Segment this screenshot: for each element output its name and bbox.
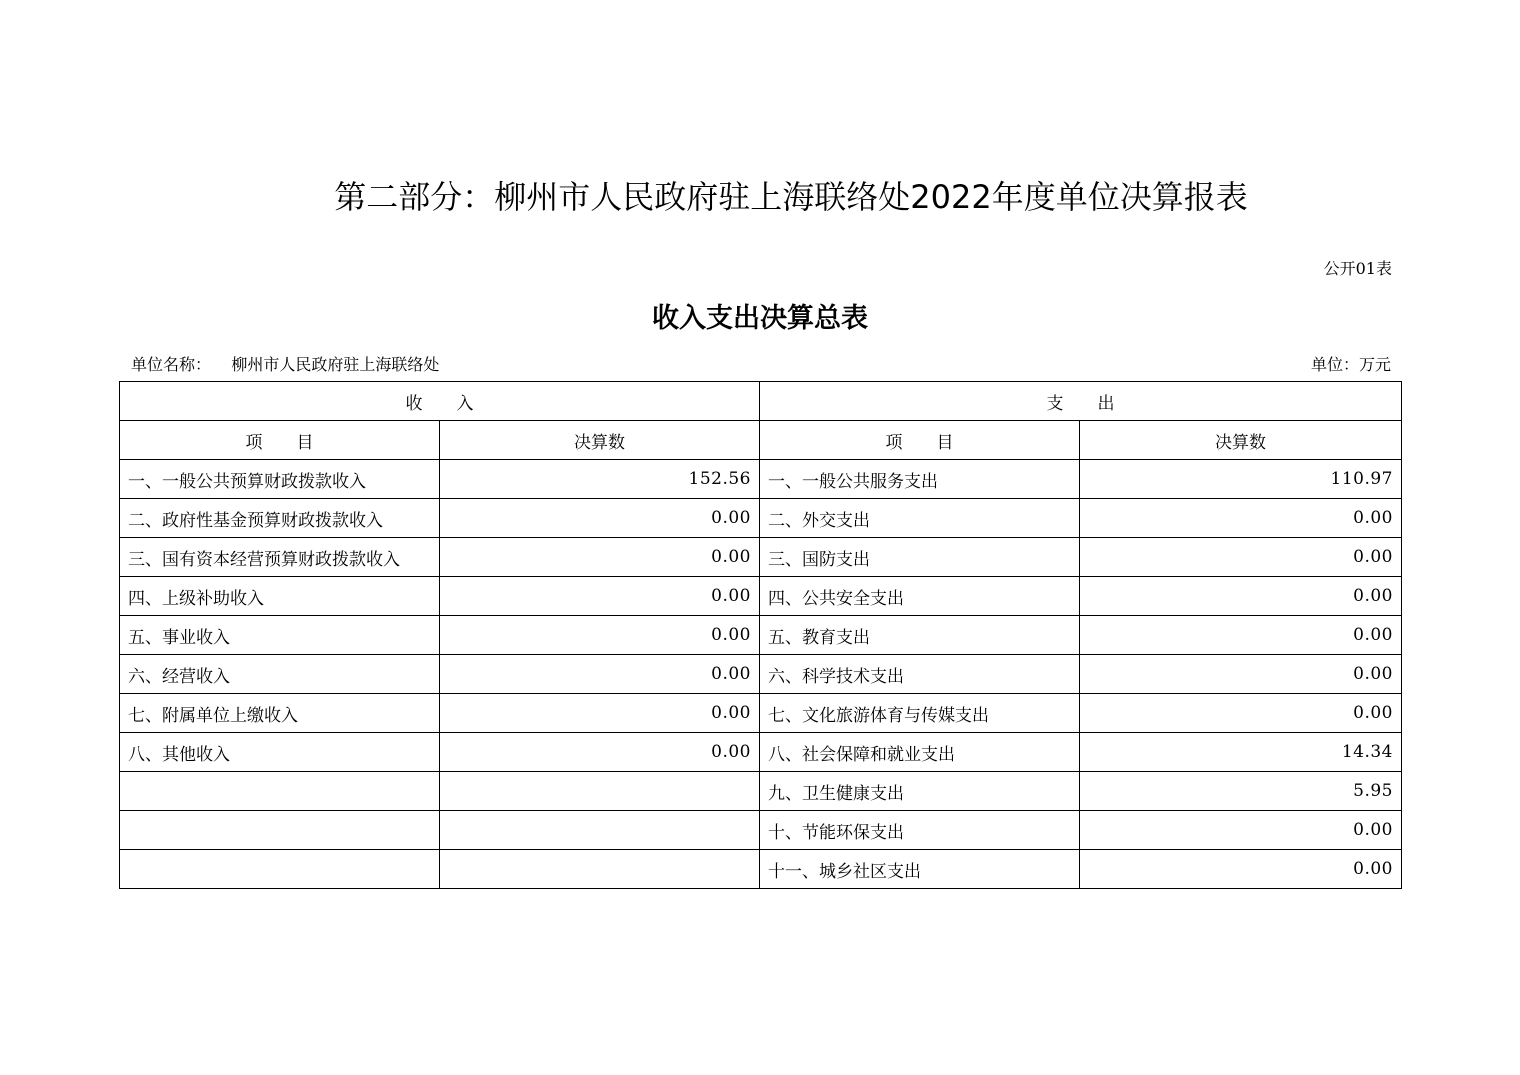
expense-item-cell: 十一、城乡社区支出 [760, 850, 1080, 889]
expense-value-cell: 0.00 [1080, 655, 1402, 694]
table-row [120, 655, 1402, 694]
expense-item-header: 项 目 [760, 421, 1080, 460]
expense-value-cell: 0.00 [1080, 577, 1402, 616]
table-row [120, 499, 1402, 538]
expense-value-cell: 0.00 [1080, 538, 1402, 577]
expense-item-cell: 一、一般公共服务支出 [760, 460, 1080, 499]
income-value-cell: 0.00 [440, 733, 760, 772]
income-item-cell [120, 772, 440, 811]
income-item-cell: 七、附属单位上缴收入 [120, 694, 440, 733]
income-item-cell [120, 850, 440, 889]
table-title: 收入支出决算总表 [652, 303, 868, 334]
income-value-cell: 0.00 [440, 577, 760, 616]
expense-value-cell: 5.95 [1080, 772, 1402, 811]
expense-value-cell: 0.00 [1080, 811, 1402, 850]
expense-value-cell: 0.00 [1080, 616, 1402, 655]
income-item-cell [120, 811, 440, 850]
form-number: 公开01表 [1323, 259, 1392, 278]
income-value-cell: 0.00 [440, 655, 760, 694]
income-value-cell [440, 772, 760, 811]
expense-item-cell: 六、科学技术支出 [760, 655, 1080, 694]
income-item-header: 项 目 [120, 421, 440, 460]
expense-item-cell: 九、卫生健康支出 [760, 772, 1080, 811]
income-value-cell [440, 811, 760, 850]
expense-item-cell: 十、节能环保支出 [760, 811, 1080, 850]
table-row [120, 811, 1402, 850]
expense-value-cell: 0.00 [1080, 499, 1402, 538]
income-value-cell: 0.00 [440, 694, 760, 733]
table-row [120, 616, 1402, 655]
unit-label: 单位：万元 [1310, 355, 1391, 374]
income-value-cell: 0.00 [440, 616, 760, 655]
table-row [120, 538, 1402, 577]
expense-item-cell: 四、公共安全支出 [760, 577, 1080, 616]
expense-item-cell: 八、社会保障和就业支出 [760, 733, 1080, 772]
expense-item-cell: 二、外交支出 [760, 499, 1080, 538]
expense-value-cell: 0.00 [1080, 850, 1402, 889]
income-item-cell: 五、事业收入 [120, 616, 440, 655]
income-value-cell: 0.00 [440, 499, 760, 538]
income-value-cell [440, 850, 760, 889]
income-item-cell: 八、其他收入 [120, 733, 440, 772]
expense-item-cell: 七、文化旅游体育与传媒支出 [760, 694, 1080, 733]
income-amount-header: 决算数 [440, 421, 760, 460]
budget-table [119, 381, 1402, 889]
table-row [120, 733, 1402, 772]
income-item-cell: 三、国有资本经营预算财政拨款收入 [120, 538, 440, 577]
income-section-header: 收 入 [120, 382, 760, 421]
header-row-sections [120, 382, 1402, 421]
expense-section-header: 支 出 [760, 382, 1402, 421]
table-row [120, 694, 1402, 733]
income-item-cell: 二、政府性基金预算财政拨款收入 [120, 499, 440, 538]
unit-name: 单位名称： 柳州市人民政府驻上海联络处 [131, 355, 440, 374]
expense-item-cell: 三、国防支出 [760, 538, 1080, 577]
expense-value-cell: 0.00 [1080, 694, 1402, 733]
income-item-cell: 六、经营收入 [120, 655, 440, 694]
income-value-cell: 0.00 [440, 538, 760, 577]
table-row [120, 577, 1402, 616]
expense-item-cell: 五、教育支出 [760, 616, 1080, 655]
table-row [120, 460, 1402, 499]
header-row-columns [120, 421, 1402, 460]
income-item-cell: 四、上级补助收入 [120, 577, 440, 616]
income-item-cell: 一、一般公共预算财政拨款收入 [120, 460, 440, 499]
page-title: 第二部分：柳州市人民政府驻上海联络处2022年度单位决算报表 [334, 178, 1248, 216]
income-value-cell: 152.56 [440, 460, 760, 499]
table-row [120, 772, 1402, 811]
table-row [120, 850, 1402, 889]
expense-value-cell: 110.97 [1080, 460, 1402, 499]
expense-amount-header: 决算数 [1080, 421, 1402, 460]
expense-value-cell: 14.34 [1080, 733, 1402, 772]
